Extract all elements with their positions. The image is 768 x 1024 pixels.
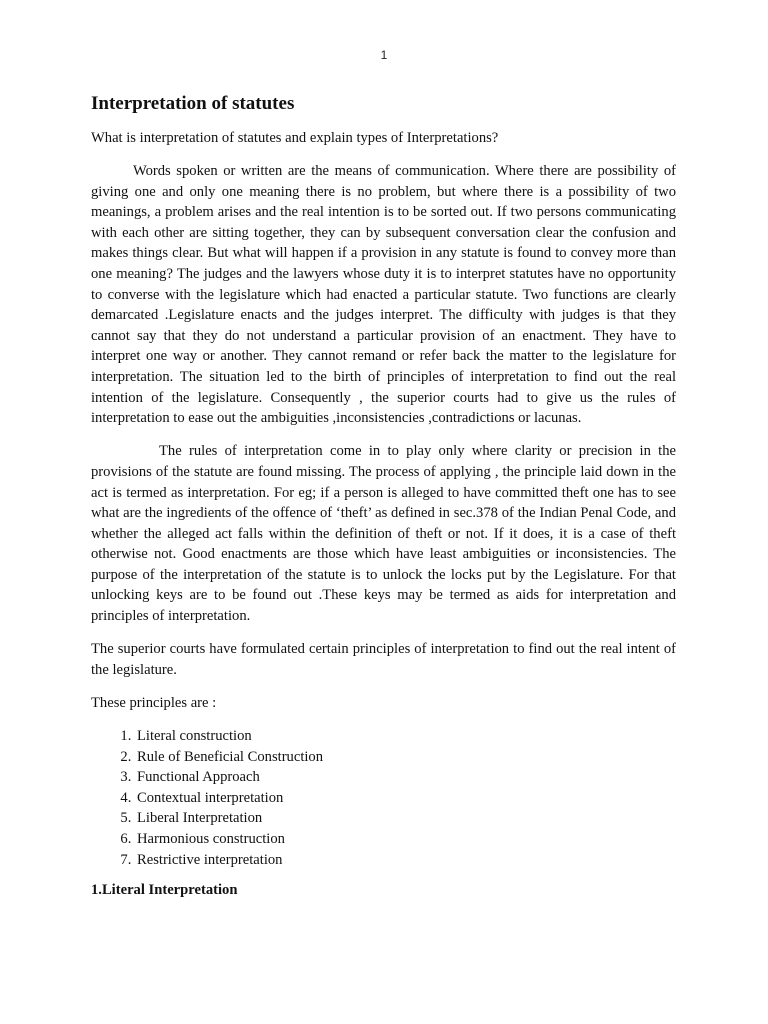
list-item: 2. Rule of Beneficial Construction <box>135 747 676 768</box>
list-item: 1. Literal construction <box>135 726 676 747</box>
section-heading: 1.Literal Interpretation <box>91 882 238 899</box>
page-number: 1 <box>380 48 388 62</box>
list-item: 5. Liberal Interpretation <box>135 808 676 829</box>
list-item: 4. Contextual interpretation <box>135 788 676 809</box>
document-title: Interpretation of statutes <box>91 93 295 114</box>
list-item: 3. Functional Approach <box>135 767 676 788</box>
question-text: What is interpretation of statutes and explain types of Interpretations? <box>91 130 499 146</box>
principles-intro: These principles are : <box>91 694 217 711</box>
paragraph-superior-courts: The superior courts have formulated certain principles of interpretation to find out the real intent of the legislature. <box>91 641 676 678</box>
document-body <box>91 92 676 900</box>
principles-list <box>91 726 676 870</box>
paragraph-rules-of-interpretation: The rules of interpretation come in to play only where clarity or precision in the provisions of the statute are found missing. The process of applying , the principle laid down in the act is termed as interpretation. For eg; if a person is alleged to have committed theft one has to see what are the ingredients of the offence of ‘theft’ as defined in sec.378 of the Indian Penal Code, and whether the alleged act falls within the definition of theft or not. If it does, it is a case of theft otherwise not. Good enactments are those which have least ambiguities or inconsistencies. The purpose of the interpretation of the statute is to unlock the locks put by the Legislature. For that unlocking keys are to be found out .These keys may be termed as aids for interpretation and principles of interpretation. <box>91 443 676 625</box>
paragraph-communication: Words spoken or written are the means of communication. Where there are possibility of giving one and only one meaning there is no problem, but where there is a possibility of two meanings, a problem arises and the real intention is to be sorted out. If two persons communicating with each other are sitting together, they can by subsequent conversation clear the confusion and makes things clear. But what will happen if a provision in any statute is found to convey more than one meaning? The judges and the lawyers whose duty it is to interpret statutes have no opportunity to converse with the legislature which had enacted a particular statute. Two functions are clearly demarcated .Legislature enacts and the judges interpret. The difficulty with judges is that they cannot say that they do not understand a particular provision of an enactment. They have to interpret one way or another. They cannot remand or refer back the matter to the legislature for interpretation. The situation led to the birth of principles of interpretation to find out the real intention of the legislature. Consequently , the superior courts had to give us the rules of interpretation to ease out the ambiguities ,inconsistencies ,contradictions or lacunas. <box>91 163 676 427</box>
list-item: 7. Restrictive interpretation <box>135 850 676 871</box>
list-item: 6. Harmonious construction <box>135 829 676 850</box>
